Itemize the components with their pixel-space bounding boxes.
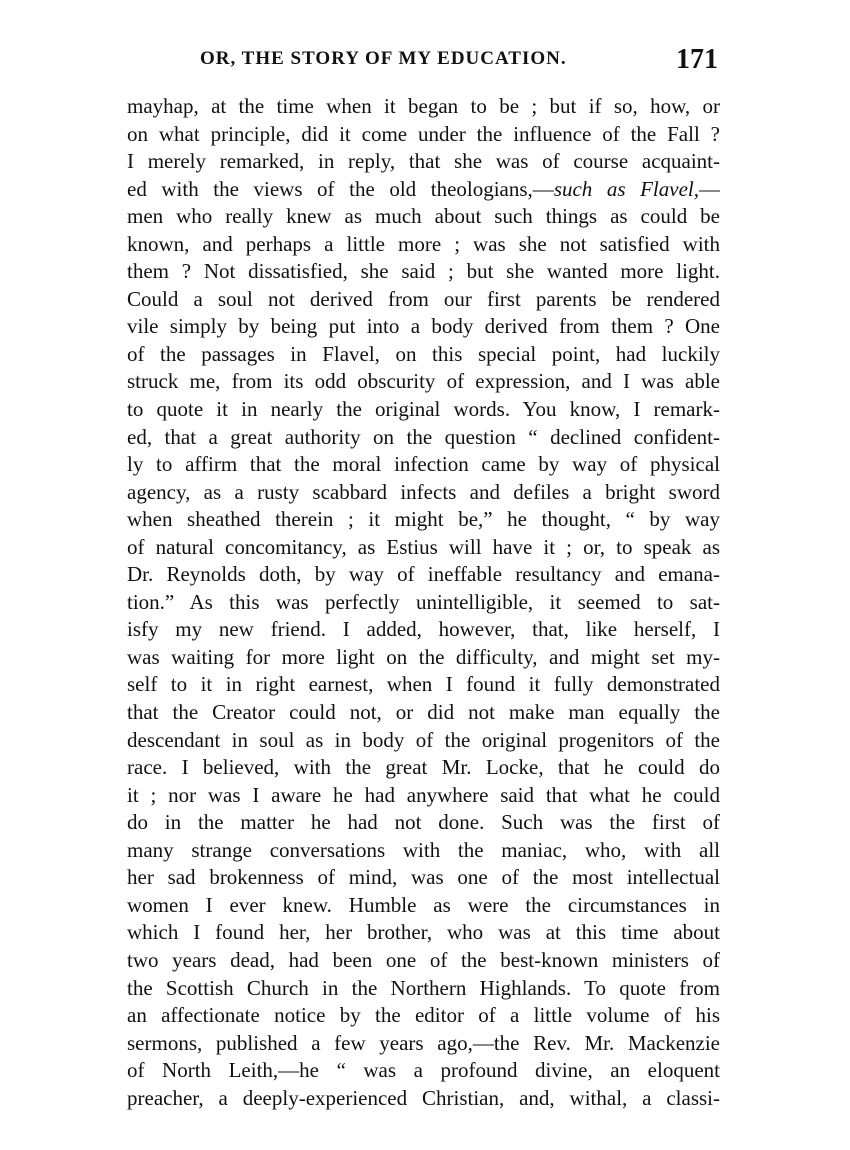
running-head: OR, THE STORY OF MY EDUCATION. xyxy=(200,48,567,69)
text-line: when sheathed therein ; it might be,” he thought, “ by way xyxy=(127,507,720,532)
text-line: do in the matter he had not done. Such was the first of xyxy=(127,810,720,835)
text-line: it ; nor was I aware he had anywhere said that what he could xyxy=(127,782,720,807)
text-line: preacher, a deeply-experienced Christian, and, withal, a classi- xyxy=(127,1085,720,1110)
text-line: tion.” As this was perfectly unintelligible, it seemed to sat- xyxy=(127,589,720,614)
text-line: women I ever knew. Humble as were the circumstances in xyxy=(127,892,720,917)
text-line: vile simply by being put into a body derived from them ? One xyxy=(127,314,720,339)
text-line: struck me, from its odd obscurity of expression, and I was able xyxy=(127,369,720,394)
text-line: the Scottish Church in the Northern Highlands. To quote from xyxy=(127,975,720,1000)
text-line: agency, as a rusty scabbard infects and defiles a bright sword xyxy=(127,479,720,504)
page-number: 171 xyxy=(676,44,718,75)
text-line: on what principle, did it come under the influence of the Fall ? xyxy=(127,121,720,146)
text-line: race. I believed, with the great Mr. Locke, that he could do xyxy=(127,755,720,780)
text-line: ed, that a great authority on the question “ declined confident- xyxy=(127,424,720,449)
text-line: self to it in right earnest, when I found it fully demonstrated xyxy=(127,672,720,697)
text-line: that the Creator could not, or did not make man equally the xyxy=(127,700,720,725)
text-line: was waiting for more light on the difficulty, and might set my- xyxy=(127,644,720,669)
italic-phrase: such as Flavel, xyxy=(553,176,699,201)
text-line: Could a soul not derived from our first parents be rendered xyxy=(127,286,720,311)
line-segment: ed with the views of the old theologians,— xyxy=(127,176,554,201)
text-line: them ? Not dissatisfied, she said ; but she wanted more light. xyxy=(127,259,720,284)
text-line: which I found her, her brother, who was at this time about xyxy=(127,920,720,945)
text-line: known, and perhaps a little more ; was she not satisfied with xyxy=(127,231,720,256)
text-line: mayhap, at the time when it began to be ; but if so, how, or xyxy=(127,94,720,118)
text-line: I merely remarked, in reply, that she was of course acquaint- xyxy=(127,149,720,174)
text-line: descendant in soul as in body of the original progenitors of the xyxy=(127,727,720,752)
line-segment: — xyxy=(699,176,720,201)
text-line: many strange conversations with the maniac, who, with all xyxy=(127,837,720,862)
text-line xyxy=(127,176,720,204)
text-line: isfy my new friend. I added, however, that, like herself, I xyxy=(127,617,720,642)
text-line: of North Leith,—he “ was a profound divine, an eloquent xyxy=(127,1058,720,1083)
text-line: ly to affirm that the moral infection came by way of physical xyxy=(127,452,720,477)
text-line: to quote it in nearly the original words. You know, I remark- xyxy=(127,397,720,422)
text-line: of the passages in Flavel, on this special point, had luckily xyxy=(127,341,720,366)
text-line: men who really knew as much about such things as could be xyxy=(127,204,720,229)
text-line: Dr. Reynolds doth, by way of ineffable resultancy and emana- xyxy=(127,562,720,587)
text-line: two years dead, had been one of the best-known ministers of xyxy=(127,947,720,972)
text-line: an affectionate notice by the editor of a little volume of his xyxy=(127,1003,720,1028)
text-line: her sad brokenness of mind, was one of the most intellectual xyxy=(127,865,720,890)
text-line: of natural concomitancy, as Estius will have it ; or, to speak as xyxy=(127,534,720,559)
body-text xyxy=(127,93,720,1112)
text-line: sermons, published a few years ago,—the Rev. Mr. Mackenzie xyxy=(127,1030,720,1055)
